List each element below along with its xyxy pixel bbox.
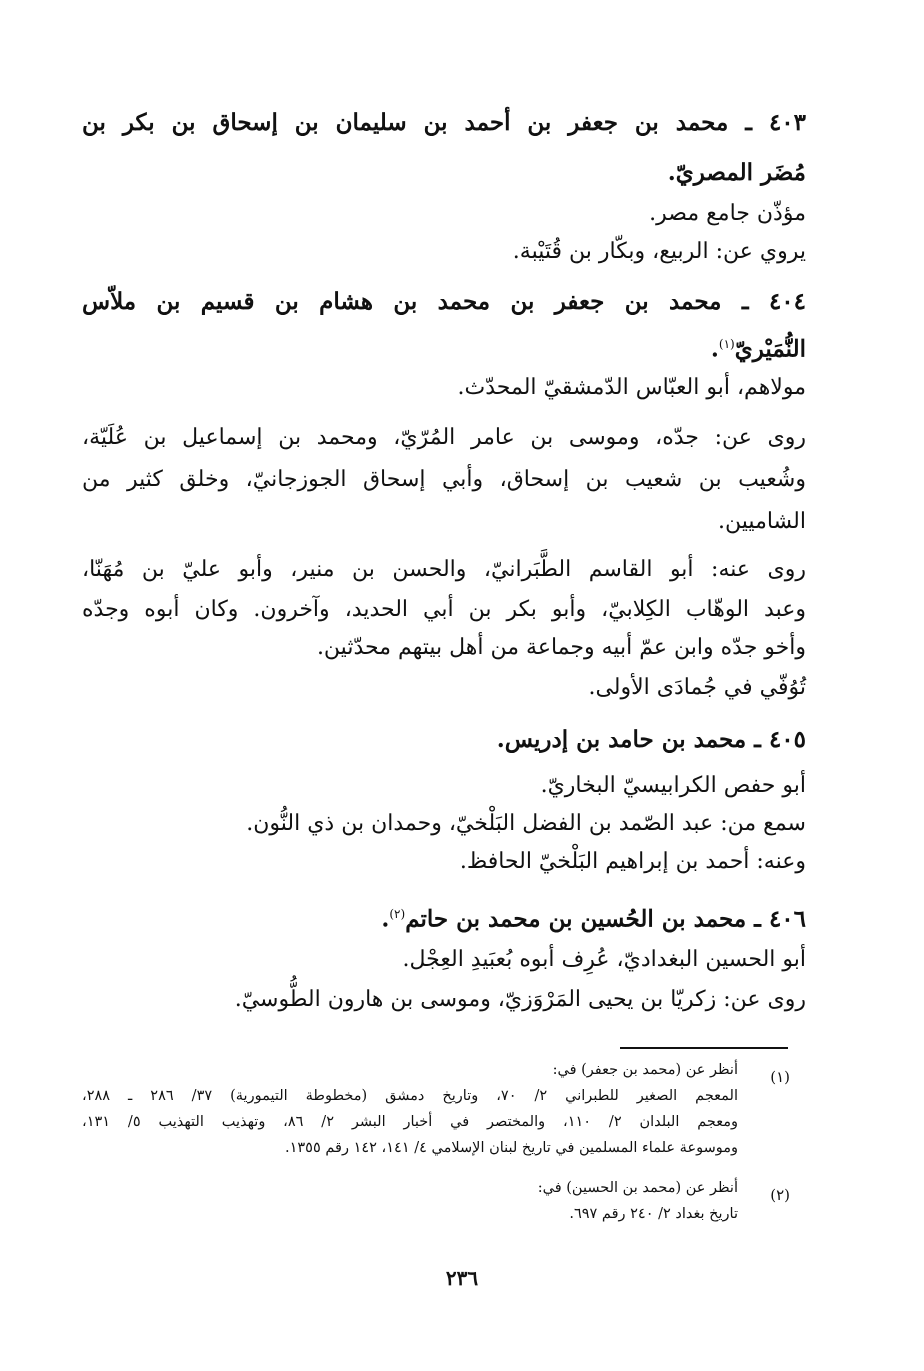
entry-405-text: سمع من: عبد الصّمد بن الفضل البَلْخيّ، وحمدان بن ذي النُّون.: [246, 811, 806, 836]
entry-404-text: روى عن: جدّه، وموسى بن عامر المُرّيّ، ومحمد بن إسماعيل بن عُلَيّة،: [82, 425, 806, 450]
entry-405-text: وعنه: أحمد بن إبراهيم البَلْخيّ الحافظ.: [459, 849, 806, 874]
entry-406-heading-end: .: [381, 905, 390, 933]
entry-405-text: أبو حفص الكرابيسيّ البخاريّ.: [540, 773, 806, 798]
entry-404-text: روى عنه: أبو القاسم الطَّبَرانيّ، والحسن بن منير، وأبو عليّ بن مُهَنّا،: [82, 557, 806, 582]
entry-403-heading-cont: مُضَر المصريّ.: [667, 159, 806, 186]
footnote-2-text: أنظر عن (محمد بن الحسين) في:: [537, 1180, 738, 1196]
entry-404-heading-end: .: [710, 335, 719, 363]
footnote-2-number: (٢): [770, 1186, 790, 1204]
entry-406-text: أبو الحسين البغداديّ، عُرِف أبوه بُعبَيدِ العِجْل.: [402, 947, 806, 972]
entry-403-heading: ٤٠٣ ـ محمد بن جعفر بن أحمد بن سليمان بن إسحاق بن بكر بن: [82, 109, 806, 136]
entry-406-heading: [381, 898, 806, 936]
page-number: ٢٣٦: [445, 1266, 479, 1290]
footnote-ref: (١): [718, 337, 735, 351]
entry-404-text: الشاميين.: [718, 509, 806, 534]
entry-404-heading-cont: [711, 328, 806, 366]
entry-404-text: مولاهم، أبو العبّاس الدّمشقيّ المحدّث.: [457, 375, 806, 400]
entry-403-text: مؤذّن جامع مصر.: [649, 201, 806, 226]
footnote-1-text: وموسوعة علماء المسلمين في تاريخ لبنان الإسلامي ٤/ ١٤١، ١٤٢ رقم ١٣٥٥.: [285, 1140, 738, 1156]
entry-405-heading: ٤٠٥ ـ محمد بن حامد بن إدريس.: [496, 726, 806, 753]
entry-404-text: تُوُفّي في جُمادَى الأولى.: [588, 675, 806, 700]
entry-404-heading: ٤٠٤ ـ محمد بن جعفر بن محمد بن هشام بن قسيم بن ملاّس: [82, 288, 806, 315]
entry-404-text: وشُعيب بن شعيب بن إسحاق، وأبي إسحاق الجوزجانيّ، وخلق كثير من: [82, 467, 806, 492]
footnote-1-text: ومعجم البلدان ٢/ ١١٠، والمختصر في أخبار البشر ٢/ ٨٦، وتهذيب التهذيب ٥/ ١٣١،: [82, 1114, 739, 1130]
entry-404-heading-name: النُّمَيْريّ: [734, 335, 806, 363]
entry-406-text: روى عن: زكريّا بن يحيى المَرْوَزيّ، وموسى بن هارون الطُّوسيّ.: [234, 987, 806, 1012]
footnote-1-text: أنظر عن (محمد بن جعفر) في:: [552, 1062, 738, 1078]
entry-404-text: وأخو جدّه وابن عمّ أبيه وجماعة من أهل بيتهم محدّثين.: [316, 635, 806, 660]
entry-404-text: وعبد الوهّاب الكِلابيّ، وأبو بكر بن أبي الحديد، وآخرون. وكان أبوه وجدّه: [82, 597, 806, 622]
footnote-ref: (٢): [389, 907, 406, 921]
footnote-1-number: (١): [770, 1068, 790, 1086]
entry-403-text: يروي عن: الربيع، وبكّار بن قُتَيْبة.: [512, 239, 806, 264]
footnote-separator: [620, 1047, 788, 1049]
footnote-1-text: المعجم الصغير للطبراني ٢/ ٧٠، وتاريخ دمشق (مخطوطة التيمورية) ٣٧/ ٢٨٦ ـ ٢٨٨،: [82, 1088, 739, 1104]
entry-406-heading-name: ٤٠٦ ـ محمد بن الحُسين بن محمد بن حاتم: [405, 905, 806, 933]
footnote-2-text: تاريخ بغداد ٢/ ٢٤٠ رقم ٦٩٧.: [569, 1206, 738, 1222]
